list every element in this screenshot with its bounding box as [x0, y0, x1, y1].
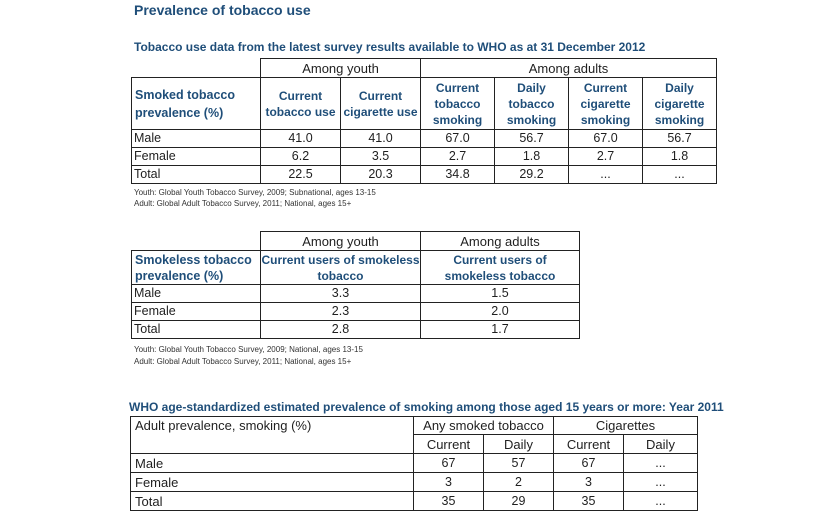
col-header: Current tobacco smoking: [421, 78, 495, 130]
cell: 3.3: [261, 285, 421, 303]
col-header: Current: [554, 435, 624, 454]
col-header: Current cigarette smoking: [569, 78, 643, 130]
table-row: [131, 454, 698, 473]
cell: 2.8: [261, 321, 421, 339]
cell: 35: [414, 492, 484, 511]
row-label: Female: [132, 148, 261, 166]
cell: 1.8: [643, 148, 717, 166]
cell: ...: [624, 454, 698, 473]
col-header: Current: [414, 435, 484, 454]
cell: 67.0: [569, 130, 643, 148]
row-label: Male: [132, 130, 261, 148]
table-row: [132, 166, 717, 184]
source-note: Adult: Global Adult Tobacco Survey, 2011; National, ages 15+: [134, 357, 352, 366]
smokeless-tobacco-table: [131, 231, 580, 339]
cell: 35: [554, 492, 624, 511]
cell: 2.7: [569, 148, 643, 166]
row-label: Male: [131, 454, 414, 473]
row-label: Total: [132, 321, 261, 339]
col-header: Current users of smokeless tobacco: [421, 251, 580, 285]
col-header: Current tobacco use: [261, 78, 341, 130]
col-header: Daily cigarette smoking: [643, 78, 717, 130]
cell: ...: [569, 166, 643, 184]
cell: 67.0: [421, 130, 495, 148]
cell: 56.7: [495, 130, 569, 148]
table1-title: Tobacco use data from the latest survey results available to WHO as at 31 December 2012: [134, 40, 646, 54]
cell: 1.5: [421, 285, 580, 303]
cell: 41.0: [341, 130, 421, 148]
col-header: Daily: [624, 435, 698, 454]
row-label: Total: [132, 166, 261, 184]
group-among-youth: Among youth: [261, 59, 421, 78]
cell: ...: [643, 166, 717, 184]
group-among-adults: Among adults: [421, 232, 580, 251]
group-any-smoked-tobacco: Any smoked tobacco: [414, 417, 554, 435]
cell: ...: [624, 473, 698, 492]
table-row: [132, 321, 580, 339]
cell: 56.7: [643, 130, 717, 148]
blank-cell: [131, 435, 414, 454]
smoked-tobacco-table: [131, 58, 717, 184]
table-row: [132, 303, 580, 321]
cell: 1.7: [421, 321, 580, 339]
cell: 2: [484, 473, 554, 492]
page-title: Prevalence of tobacco use: [134, 2, 311, 18]
blank-cell: [132, 59, 261, 78]
group-among-adults: Among adults: [421, 59, 717, 78]
row-label: Female: [131, 473, 414, 492]
source-note: Adult: Global Adult Tobacco Survey, 2011; National, ages 15+: [134, 199, 352, 208]
cell: 67: [554, 454, 624, 473]
cell: 29: [484, 492, 554, 511]
group-cigarettes: Cigarettes: [554, 417, 698, 435]
col-header: Daily: [484, 435, 554, 454]
adult-prevalence-table: [130, 416, 698, 511]
cell: 57: [484, 454, 554, 473]
cell: 67: [414, 454, 484, 473]
blank-cell: [132, 232, 261, 251]
cell: ...: [624, 492, 698, 511]
source-note: Youth: Global Youth Tobacco Survey, 2009; Subnational, ages 13-15: [134, 188, 376, 197]
table-row: [131, 492, 698, 511]
col-header: Current users of smokeless tobacco: [261, 252, 420, 283]
cell: 2.7: [421, 148, 495, 166]
table3-title: WHO age-standardized estimated prevalence of smoking among those aged 15 years or more: Year 2011: [129, 400, 724, 414]
cell: 41.0: [261, 130, 341, 148]
source-note: Youth: Global Youth Tobacco Survey, 2009; National, ages 13-15: [134, 345, 363, 354]
group-among-youth: Among youth: [261, 232, 421, 251]
col-header: Daily tobacco smoking: [495, 78, 569, 130]
cell: 29.2: [495, 166, 569, 184]
cell: 2.3: [261, 303, 421, 321]
table-row: [132, 285, 580, 303]
col-header: Current cigarette use: [341, 78, 421, 130]
table-row: [131, 473, 698, 492]
table-row: [132, 130, 717, 148]
row-label: Male: [132, 285, 261, 303]
cell: 2.0: [421, 303, 580, 321]
row-label: Total: [131, 492, 414, 511]
row-header: Adult prevalence, smoking (%): [131, 417, 414, 435]
cell: 34.8: [421, 166, 495, 184]
cell: 6.2: [261, 148, 341, 166]
table-row: [132, 148, 717, 166]
row-label: Female: [132, 303, 261, 321]
cell: 3: [414, 473, 484, 492]
cell: 20.3: [341, 166, 421, 184]
cell: 1.8: [495, 148, 569, 166]
cell: 3.5: [341, 148, 421, 166]
cell: 22.5: [261, 166, 341, 184]
row-header: Smoked tobacco prevalence (%): [132, 78, 261, 130]
row-header: Smokeless tobacco prevalence (%): [132, 251, 261, 285]
cell: 3: [554, 473, 624, 492]
